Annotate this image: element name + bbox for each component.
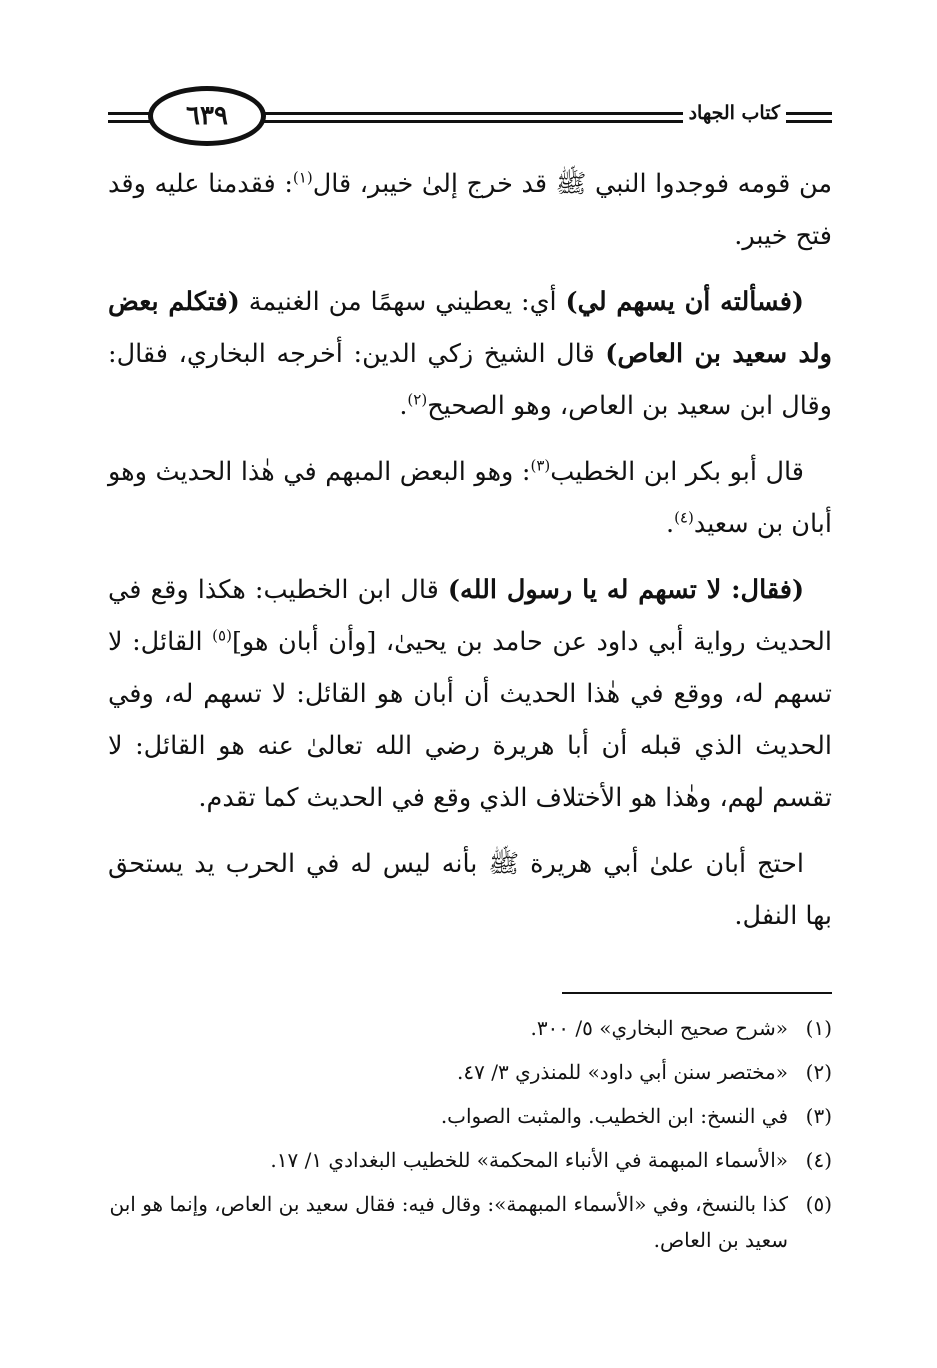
footnote-ref-4: (٤) — [674, 508, 694, 527]
p1-text-2: : فقدمنا عليه وقد فتح خيبر. — [108, 169, 832, 251]
p3-text-1: قال أبو بكر ابن الخطيب — [550, 457, 804, 487]
footnote-5 — [108, 1186, 832, 1258]
paragraph-5: احتج أبان علىٰ أبي هريرة ﷺ بأنه ليس له في الحرب يد يستحق بها النفل. — [108, 849, 832, 931]
footnote-text: «شرح صحيح البخاري» ٥/ ٣٠٠. — [530, 1016, 788, 1040]
running-title: كتاب الجهاد — [683, 102, 786, 124]
p4-bold-1: (فقال: لا تسهم له يا رسول الله) — [447, 575, 805, 605]
footnote-number: (٣) — [805, 1104, 832, 1128]
p4-text-1: قال ابن الخطيب: هكذا وقع في الحديث رواية أبي داود عن حامد بن يحيىٰ، [وأن أبان هو] — [108, 575, 832, 657]
footnote-text: في النسخ: ابن الخطيب. والمثبت الصواب. — [440, 1104, 788, 1128]
p2-text-3: . — [399, 391, 408, 421]
p1-text-1: من قومه فوجدوا النبي ﷺ قد خرج إلىٰ خيبر، قال — [312, 169, 833, 199]
footnote-number: (١) — [805, 1016, 832, 1040]
p2-bold-2: (فتكلم بعض ولد سعيد بن العاص) — [108, 287, 832, 369]
footnote-ref-3: (٣) — [530, 456, 551, 475]
p2-bold-1: (فسألته أن يسهم لي) — [565, 287, 804, 317]
footnote-separator — [562, 992, 832, 994]
footnote-text: «مختصر سنن أبي داود» للمنذري ٣/ ٤٧. — [457, 1060, 788, 1084]
p2-text-2: قال الشيخ زكي الدين: أخرجه البخاري، فقال: وقال ابن سعيد بن العاص، وهو الصحيح — [108, 339, 832, 421]
footnote-text: كذا بالنسخ، وفي «الأسماء المبهمة»: وقال فيه: فقال سعيد بن العاص، وإنما هو ابن سعيد بن العاص. — [109, 1192, 788, 1252]
footnote-number: (٤) — [805, 1148, 832, 1172]
footnote-ref-2: (٢) — [407, 390, 428, 409]
paragraph-2 — [108, 276, 832, 432]
footnote-number: (٢) — [805, 1060, 832, 1084]
p3-text-3: . — [665, 509, 675, 539]
paragraph-3 — [108, 446, 832, 550]
footnote-ref-1: (١) — [292, 168, 313, 187]
footnote-number: (٥) — [805, 1192, 832, 1216]
p3-text-2: : وهو البعض المبهم في هٰذا الحديث وهو أبان بن سعيد — [108, 457, 832, 539]
main-text — [108, 158, 832, 956]
footnote-1 — [108, 1006, 832, 1050]
footnote-2 — [108, 1050, 832, 1094]
footnote-4 — [108, 1138, 832, 1182]
footnote-3 — [108, 1094, 832, 1138]
page-number: ٦٣٩ — [148, 86, 266, 146]
p4-text-2: القائل: لا تسهم له، ووقع في هٰذا الحديث أن أبان هو القائل: لا تسهم له، وفي الحديث الذي قبله أن أبا هريرة رضي الله تعالىٰ عنه هو القائل: لا تقسم لهم، وهٰذا هو الأختلاف الذي وقع في الحديث كما تقدم. — [108, 627, 832, 813]
paragraph-1 — [108, 158, 832, 262]
footnotes — [108, 1006, 832, 1258]
footnote-text: «الأسماء المبهمة في الأنباء المحكمة» للخطيب البغدادي ١/ ١٧. — [270, 1148, 788, 1172]
p2-text-1: أي: يعطيني سهمًا من الغنيمة — [239, 287, 566, 317]
paragraph-4 — [108, 564, 832, 824]
footnote-ref-5: (٥) — [212, 626, 232, 645]
page-header — [108, 86, 832, 154]
